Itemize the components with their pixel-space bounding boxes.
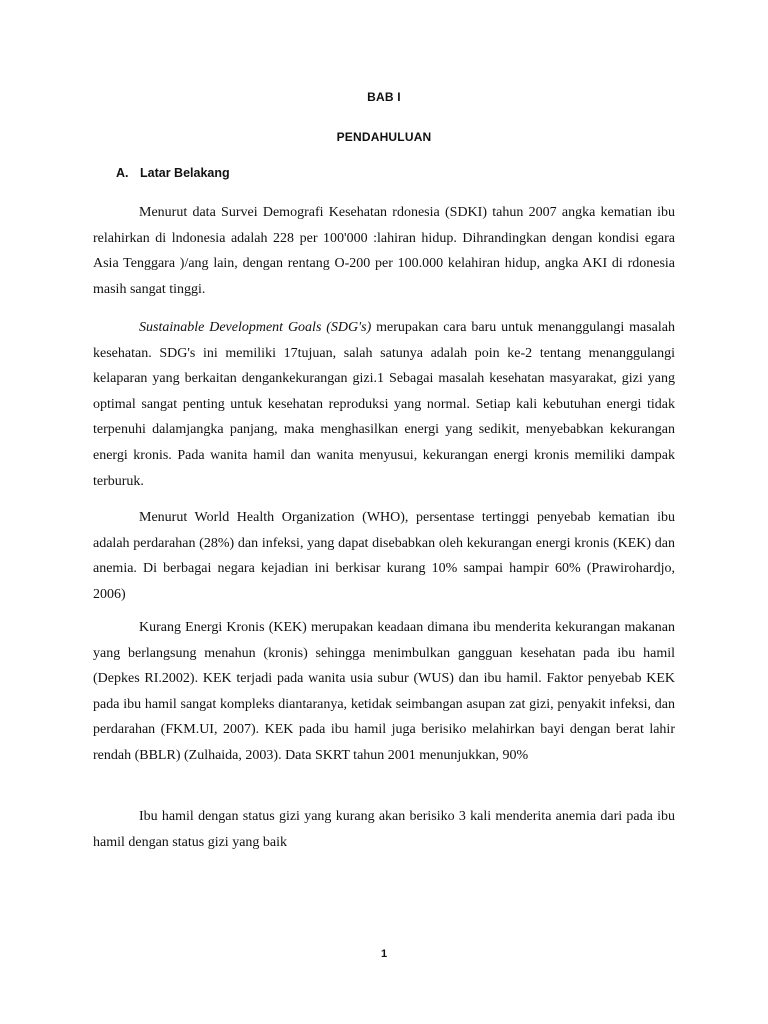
page-number: 1 [380,948,388,960]
chapter-title: PENDAHULUAN [336,130,432,144]
section-title: Latar Belakang [140,166,230,180]
section-letter: A. [116,166,129,180]
paragraph-2 [93,315,675,494]
paragraph-2-body: merupakan cara baru untuk menanggulangi masalah kesehatan. SDG's ini memiliki 17tujuan, salah satunya adalah poin ke-2 tentang menanggulangi kelaparan yang berkaitan dengankekurangan gizi.1 Sebagai masalah kesehatan masyarakat, gizi yang optimal sangat penting untuk kesehatan reproduksi yang normal. Setiap kali kebutuhan energi tidak terpenuhi dalamjangka panjang, maka menghasilkan energi yang sedikit, menyebabkan kekurangan energi kronis. Pada wanita hamil dan wanita menyusui, kekurangan energi kronis memiliki dampak terburuk. [93,320,675,489]
paragraph-2-italic-lead: Sustainable Development Goals (SDG's) [139,320,372,335]
paragraph-1: Menurut data Survei Demografi Kesehatan rdonesia (SDKI) tahun 2007 angka kematian ibu relahirkan di lndonesia adalah 228 per 100'000 :lahiran hidup. Dihrandingkan dengan kondisi egara Asia Tenggara )/ang lain, dengan rentang O-200 per 100.000 kelahiran hidup, angka AKI di rdonesia masih sangat tinggi. [93,205,675,297]
chapter-heading: BAB I [367,90,401,104]
paragraph-5: Ibu hamil dengan status gizi yang kurang akan berisiko 3 kali menderita anemia dari pada ibu hamil dengan status gizi yang baik [93,809,675,850]
paragraph-4: Kurang Energi Kronis (KEK) merupakan keadaan dimana ibu menderita kekurangan makanan yang berlangsung menahun (kronis) sehingga menimbulkan gangguan kesehatan pada ibu hamil (Depkes RI.2002). KEK terjadi pada wanita usia subur (WUS) dan ibu hamil. Faktor penyebab KEK pada ibu hamil sangat kompleks diantaranya, ketidak seimbangan asupan zat gizi, penyakit infeksi, dan perdarahan (FKM.UI, 2007). KEK pada ibu hamil juga berisiko melahirkan bayi dengan berat lahir rendah (BBLR) (Zulhaida, 2003). Data SKRT tahun 2001 menunjukkan, 90% [93,620,675,763]
section-heading [116,166,230,180]
paragraph-3: Menurut World Health Organization (WHO), persentase tertinggi penyebab kematian ibu adalah perdarahan (28%) dan infeksi, yang dapat disebabkan oleh kekurangan energi kronis (KEK) dan anemia. Di berbagai negara kejadian ini berkisar kurang 10% sampai hampir 60% (Prawirohardjo, 2006) [93,510,675,602]
